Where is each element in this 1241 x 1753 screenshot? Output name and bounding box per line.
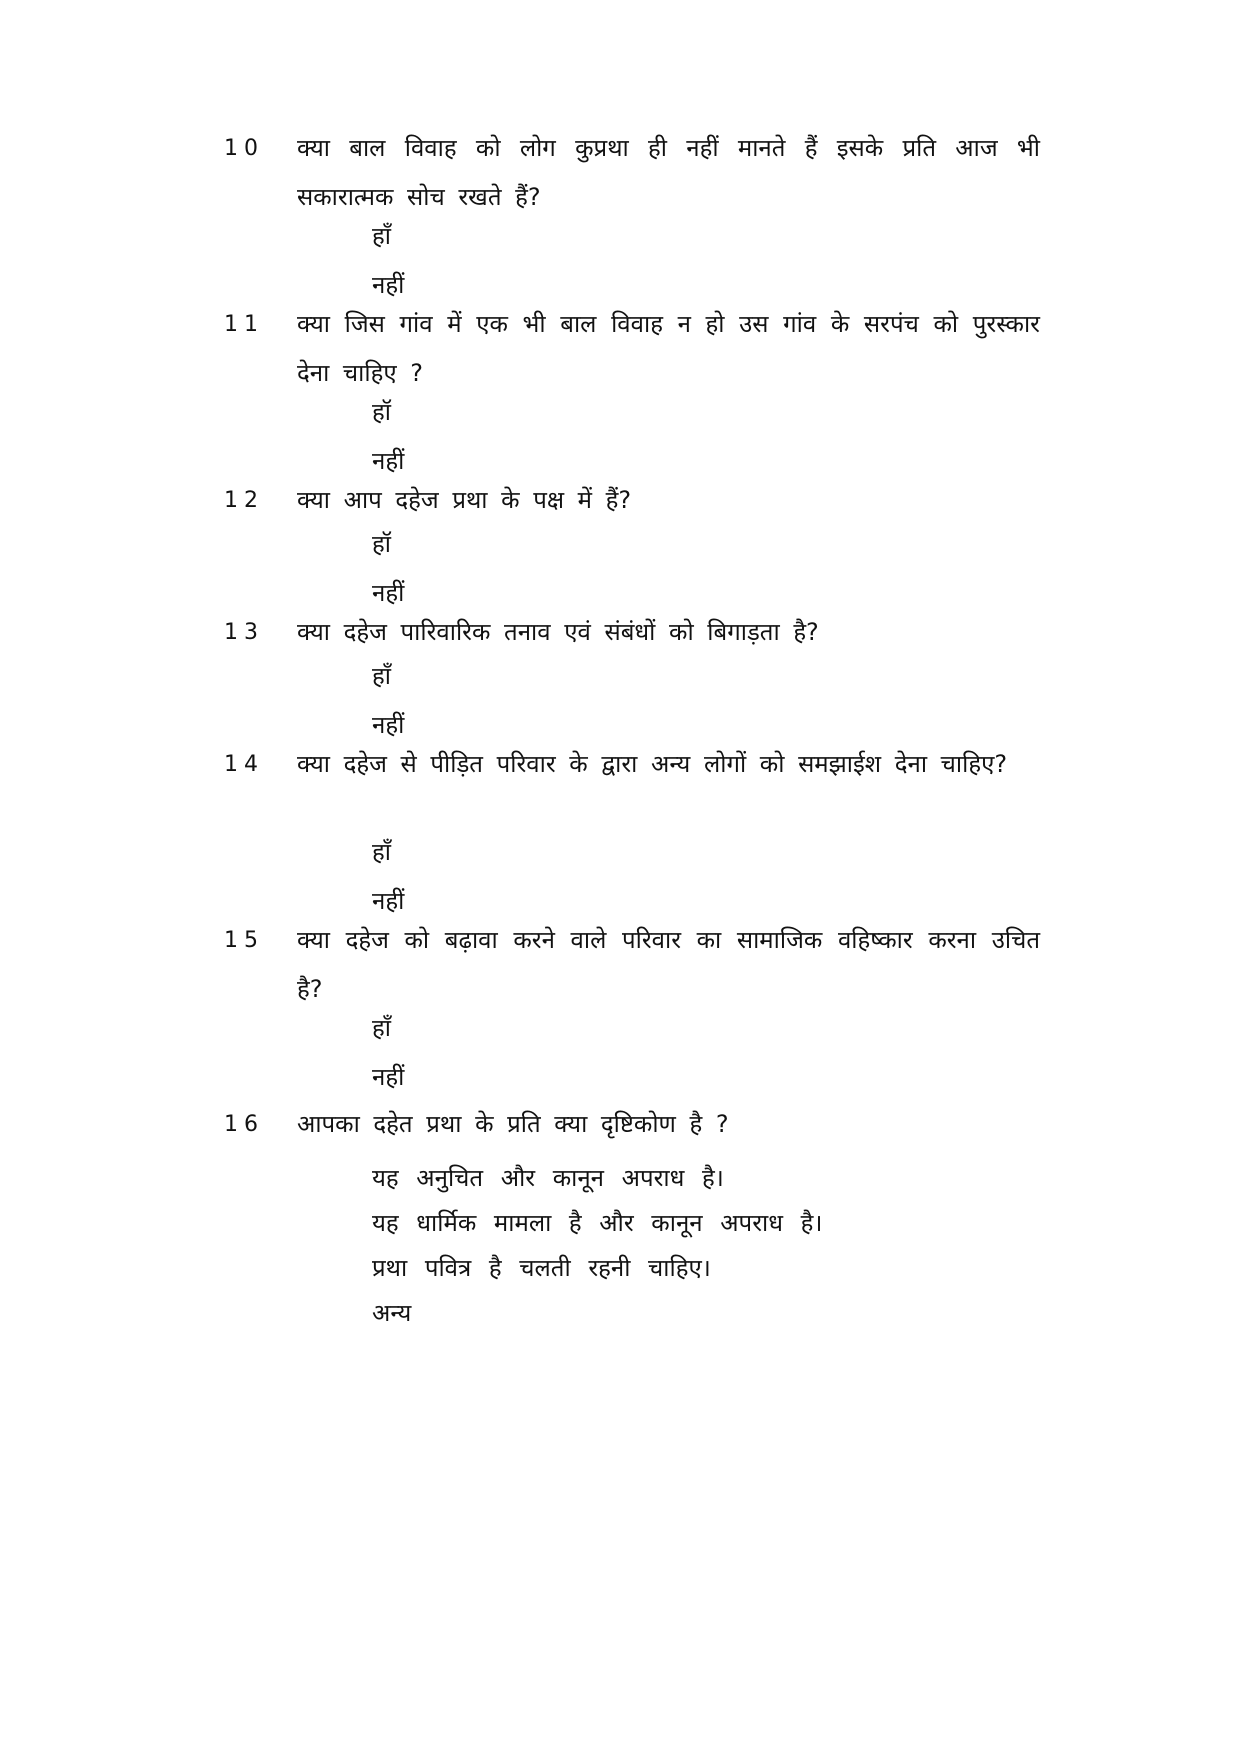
- question-number: 16: [224, 1112, 264, 1137]
- question-text: क्या दहेज को बढ़ावा करने वाले परिवार का सामाजिक वहिष्कार करना उचित है?: [297, 926, 1040, 1003]
- question-text: क्या आप दहेज प्रथा के पक्ष में हैं?: [297, 486, 632, 514]
- option-4: अन्य: [372, 1299, 412, 1327]
- answer-options: [372, 520, 404, 618]
- question-number: 10: [224, 136, 264, 161]
- question-text: आपका दहेत प्रथा के प्रति क्या दृष्टिकोण है ?: [297, 1110, 729, 1138]
- question-text: क्या दहेज पारिवारिक तनाव एवं संबंधों को बिगाड़ता है?: [297, 618, 819, 646]
- option-yes: हाँ: [372, 1014, 391, 1042]
- option-yes: हाँ: [372, 662, 391, 690]
- option-1: यह अनुचित और कानून अपराध है।: [372, 1164, 724, 1192]
- option-yes: हाँ: [372, 838, 391, 866]
- option-no: नहीं: [372, 579, 405, 607]
- option-no: नहीं: [372, 711, 405, 739]
- answer-options: [372, 828, 404, 926]
- question-text: क्या जिस गांव में एक भी बाल विवाह न हो उस गांव के सरपंच को पुरस्कार देना चाहिए ?: [297, 310, 1040, 387]
- question-text: क्या बाल विवाह को लोग कुप्रथा ही नहीं मानते हैं इसके प्रति आज भी सकारात्मक सोच रखते हैं?: [297, 134, 1040, 211]
- answer-options: [372, 1004, 404, 1102]
- answer-options: [372, 388, 404, 486]
- question-number: 11: [224, 312, 264, 337]
- answer-options: [372, 1156, 822, 1336]
- option-yes: हॉ: [372, 530, 391, 558]
- option-yes: हॉ: [372, 398, 391, 426]
- question-number: 13: [224, 620, 264, 645]
- option-no: नहीं: [372, 887, 405, 915]
- option-2: यह धार्मिक मामला है और कानून अपराध है।: [372, 1209, 823, 1237]
- option-3: प्रथा पवित्र है चलती रहनी चाहिए।: [372, 1254, 711, 1282]
- question-number: 15: [224, 928, 264, 953]
- answer-options: [372, 652, 404, 750]
- option-no: नहीं: [372, 1063, 405, 1091]
- option-no: नहीं: [372, 447, 405, 475]
- question-number: 14: [224, 752, 264, 777]
- question-number: 12: [224, 488, 264, 513]
- answer-options: [372, 212, 404, 310]
- option-yes: हाँ: [372, 222, 391, 250]
- option-no: नहीं: [372, 271, 405, 299]
- question-text: क्या दहेज से पीड़ित परिवार के द्वारा अन्य लोगों को समझाईश देना चाहिए?: [297, 750, 1008, 778]
